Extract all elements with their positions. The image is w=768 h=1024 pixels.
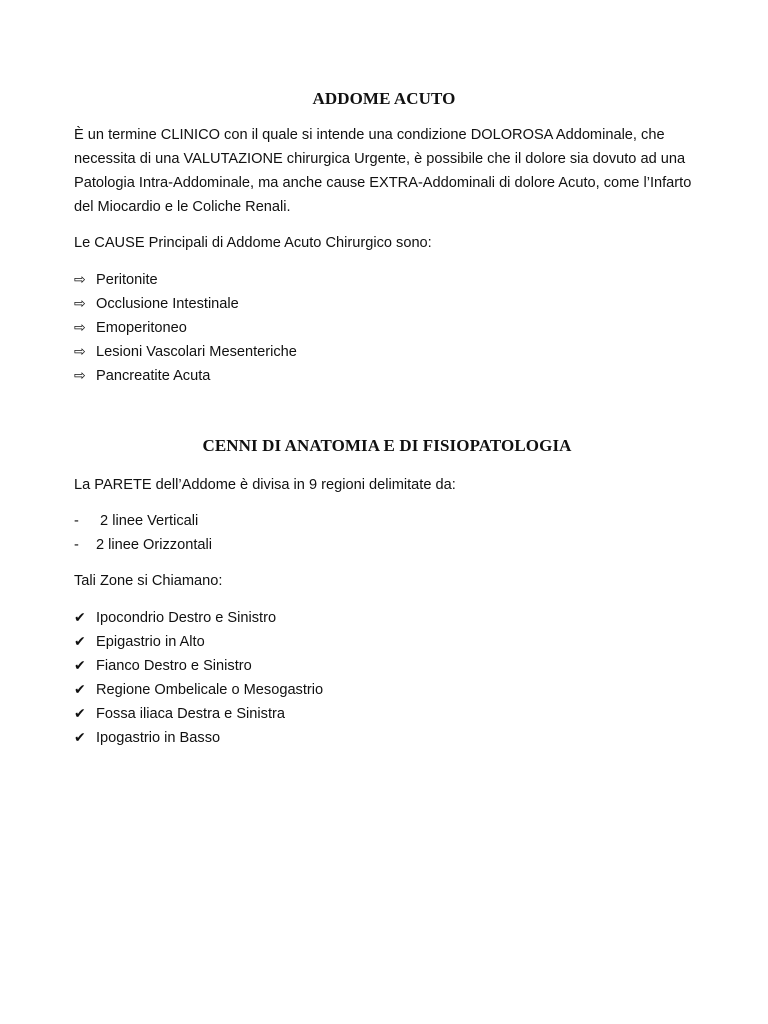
check-icon: ✔ bbox=[74, 609, 86, 625]
causes-intro: Le CAUSE Principali di Addome Acuto Chirurgico sono: bbox=[74, 235, 432, 251]
list-item: ✔ Ipogastrio in Basso bbox=[74, 725, 323, 749]
section-title: ADDOME ACUTO bbox=[312, 89, 456, 108]
list-item: ⇨ Lesioni Vascolari Mesenteriche bbox=[74, 339, 297, 363]
arrow-right-icon: ⇨ bbox=[74, 295, 86, 311]
list-item: ✔ Epigastrio in Alto bbox=[74, 629, 323, 653]
list-item: ✔ Ipocondrio Destro e Sinistro bbox=[74, 605, 323, 629]
list-item: ⇨ Occlusione Intestinale bbox=[74, 291, 297, 315]
list-item: ⇨ Emoperitoneo bbox=[74, 315, 297, 339]
list-item: ✔ Fianco Destro e Sinistro bbox=[74, 653, 323, 677]
arrow-right-icon: ⇨ bbox=[74, 319, 86, 335]
section-title: CENNI DI ANATOMIA E DI FISIOPATOLOGIA bbox=[202, 436, 572, 455]
list-item: ⇨ Peritonite bbox=[74, 267, 297, 291]
check-icon: ✔ bbox=[74, 705, 86, 721]
list-item: ⇨ Pancreatite Acuta bbox=[74, 363, 297, 387]
list-item: - 2 linee Verticali bbox=[74, 509, 212, 533]
causes-list bbox=[74, 267, 297, 387]
check-icon: ✔ bbox=[74, 729, 86, 745]
arrow-right-icon: ⇨ bbox=[74, 271, 86, 287]
intro-paragraph: È un termine CLINICO con il quale si intende una condizione DOLOROSA Addominale, che necessita di una VALUTAZIONE chirurgica Urgente, è possibile che il dolore sia dovuto ad una Patologia Intra-Addominale, ma anche cause EXTRA-Addominali di dolore Acuto, come l’Infarto del Miocardio e le Coliche Renali. bbox=[74, 127, 692, 215]
check-icon: ✔ bbox=[74, 657, 86, 673]
zones-list bbox=[74, 605, 323, 749]
list-item: ✔ Regione Ombelicale o Mesogastrio bbox=[74, 677, 323, 701]
list-item: - 2 linee Orizzontali bbox=[74, 533, 212, 557]
wall-intro: La PARETE dell’Addome è divisa in 9 regioni delimitate da: bbox=[74, 477, 456, 493]
arrow-right-icon: ⇨ bbox=[74, 343, 86, 359]
arrow-right-icon: ⇨ bbox=[74, 367, 86, 383]
check-icon: ✔ bbox=[74, 633, 86, 649]
dash-icon: - bbox=[74, 513, 79, 529]
check-icon: ✔ bbox=[74, 681, 86, 697]
zones-intro: Tali Zone si Chiamano: bbox=[74, 573, 223, 589]
dash-icon: - bbox=[74, 537, 79, 553]
list-item: ✔ Fossa iliaca Destra e Sinistra bbox=[74, 701, 323, 725]
lines-list bbox=[74, 509, 212, 557]
